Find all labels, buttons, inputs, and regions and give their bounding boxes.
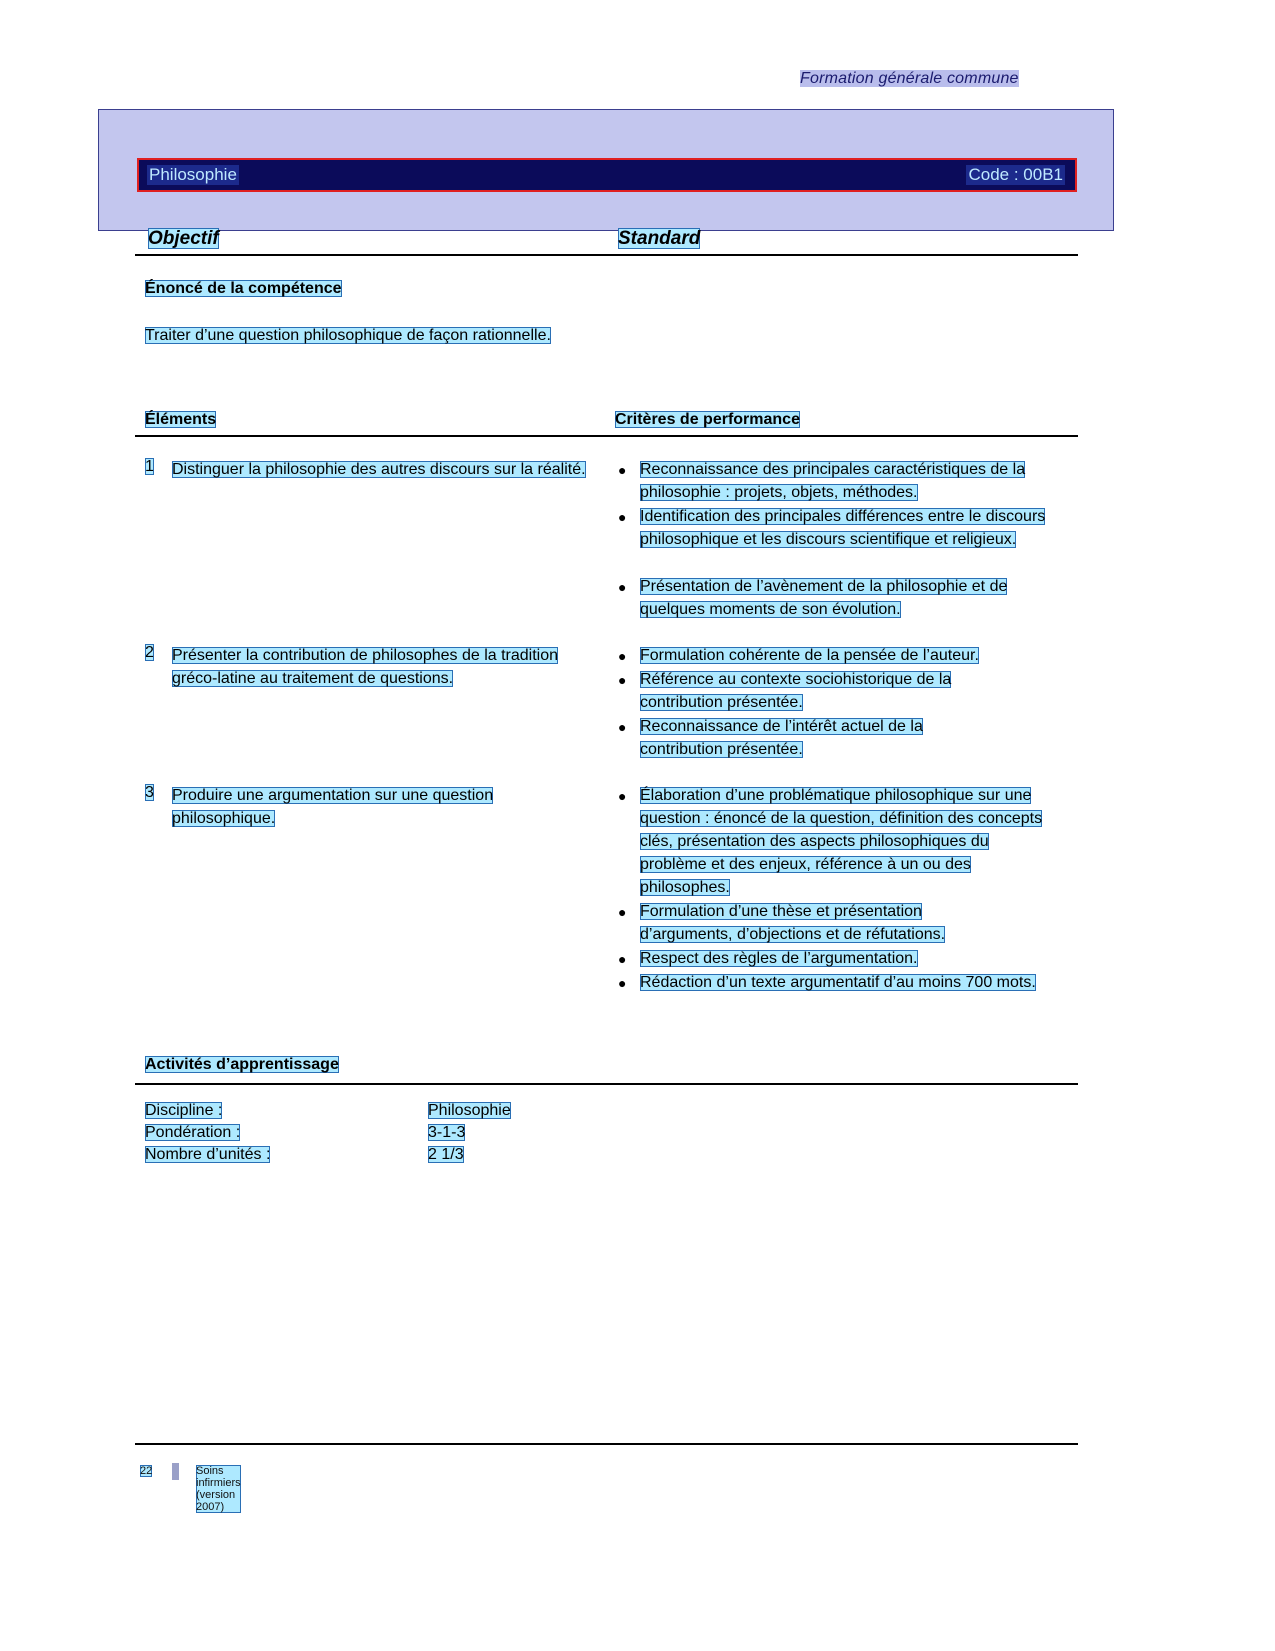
course-title-box xyxy=(98,109,1114,231)
course-title-bar xyxy=(137,158,1077,192)
competency-text xyxy=(145,324,575,347)
criterion-text: Élaboration d’une problématique philosophique sur une question : énoncé de la question, définition des concepts clés, présentation des aspects philosophiques du problème et des enjeux, référence à un ou des philosophes. xyxy=(640,787,1043,896)
bullet-icon: ● xyxy=(618,788,627,804)
bullet-icon: ● xyxy=(618,672,627,688)
row-element-text: Présenter la contribution de philosophes de la tradition gréco-latine au traitement de questions. xyxy=(172,647,559,687)
criterion-item xyxy=(618,458,1070,504)
criterion-item xyxy=(618,575,1068,621)
table-header-elements xyxy=(145,411,216,429)
row-number xyxy=(145,784,154,802)
bullet-icon: ● xyxy=(618,951,627,967)
activity-label-text: Nombre d’unités : xyxy=(145,1146,271,1163)
criterion-text: Formulation d’une thèse et présentation d’arguments, d’objections et de réfutations. xyxy=(640,903,946,943)
activity-label-units xyxy=(145,1146,270,1164)
row-number-label: 3 xyxy=(145,784,154,801)
criterion-text: Formulation cohérente de la pensée de l’auteur. xyxy=(640,647,979,664)
row-element xyxy=(172,458,604,481)
criterion-item xyxy=(618,947,1010,970)
course-code: Code : 00B1 xyxy=(968,165,1063,184)
footer-page-number: 22 xyxy=(140,1465,153,1477)
criterion-item xyxy=(618,668,1032,714)
column-heading-standard-label: Standard xyxy=(618,228,701,249)
divider-footer xyxy=(135,1443,1078,1445)
criterion-item xyxy=(618,715,1000,761)
activity-value-ponderation xyxy=(428,1124,465,1142)
footer-separator-bar xyxy=(172,1463,179,1480)
running-header-text: Formation générale commune xyxy=(800,70,1019,87)
activity-label-discipline xyxy=(145,1102,222,1120)
row-number xyxy=(145,644,154,662)
table-header-criteria-label: Critères de performance xyxy=(615,411,800,428)
row-element-text: Distinguer la philosophie des autres discours sur la réalité. xyxy=(172,461,586,478)
column-heading-objectif-label: Objectif xyxy=(148,228,219,249)
activity-value-text: 3-1-3 xyxy=(428,1124,466,1141)
criterion-text: Rédaction d’un texte argumentatif d’au moins 700 mots. xyxy=(640,974,1036,991)
criterion-text: Présentation de l’avènement de la philosophie et de quelques moments de son évolution. xyxy=(640,578,1008,618)
criterion-text: Reconnaissance de l’intérêt actuel de la contribution présentée. xyxy=(640,718,923,758)
criterion-item xyxy=(618,644,1070,667)
activities-heading-label: Activités d’apprentissage xyxy=(145,1056,339,1073)
activity-value-text: 2 1/3 xyxy=(428,1146,464,1163)
activity-label-text: Discipline : xyxy=(145,1102,223,1119)
divider-table-head xyxy=(135,435,1078,437)
criterion-text: Identification des principales différences entre le discours philosophique et les discours scientifique et religieux. xyxy=(640,508,1046,548)
criterion-item xyxy=(618,784,1058,899)
bullet-icon: ● xyxy=(618,648,627,664)
table-header-criteria xyxy=(615,411,800,429)
competency-text-value: Traiter d’une question philosophique de façon rationnelle. xyxy=(145,327,551,344)
criterion-item xyxy=(618,971,1038,994)
criterion-text: Référence au contexte sociohistorique de la contribution présentée. xyxy=(640,671,952,711)
course-name: Philosophie xyxy=(149,165,237,184)
row-number xyxy=(145,458,154,476)
bullet-icon: ● xyxy=(618,509,627,525)
bullet-icon: ● xyxy=(618,719,627,735)
activities-heading xyxy=(145,1056,339,1074)
row-element xyxy=(172,644,604,690)
row-number-label: 2 xyxy=(145,644,154,661)
row-element xyxy=(172,784,582,830)
divider-activities xyxy=(135,1083,1078,1085)
bullet-icon: ● xyxy=(618,975,627,991)
running-header xyxy=(800,70,1019,88)
competency-heading-label: Énoncé de la compétence xyxy=(145,280,342,297)
table-header-elements-label: Éléments xyxy=(145,411,217,428)
criterion-item xyxy=(618,900,1010,946)
bullet-icon: ● xyxy=(618,462,627,478)
competency-heading xyxy=(145,280,342,298)
bullet-icon: ● xyxy=(618,579,627,595)
activity-value-discipline xyxy=(428,1102,511,1120)
column-heading-objectif xyxy=(148,228,219,250)
criterion-item xyxy=(618,505,1064,551)
activity-label-text: Pondération : xyxy=(145,1124,241,1141)
criterion-text: Respect des règles de l’argumentation. xyxy=(640,950,918,967)
activity-value-units xyxy=(428,1146,464,1164)
activity-label-ponderation xyxy=(145,1124,240,1142)
activity-value-text: Philosophie xyxy=(428,1102,511,1119)
criterion-text: Reconnaissance des principales caractéristiques de la philosophie : projets, objets, méthodes. xyxy=(640,461,1026,501)
bullet-icon: ● xyxy=(618,904,627,920)
divider-top xyxy=(135,254,1078,256)
row-number-label: 1 xyxy=(145,458,154,475)
row-element-text: Produire une argumentation sur une question philosophique. xyxy=(172,787,494,827)
footer-text: Soins infirmiers (version 2007) xyxy=(196,1465,241,1513)
column-heading-standard xyxy=(618,228,700,250)
